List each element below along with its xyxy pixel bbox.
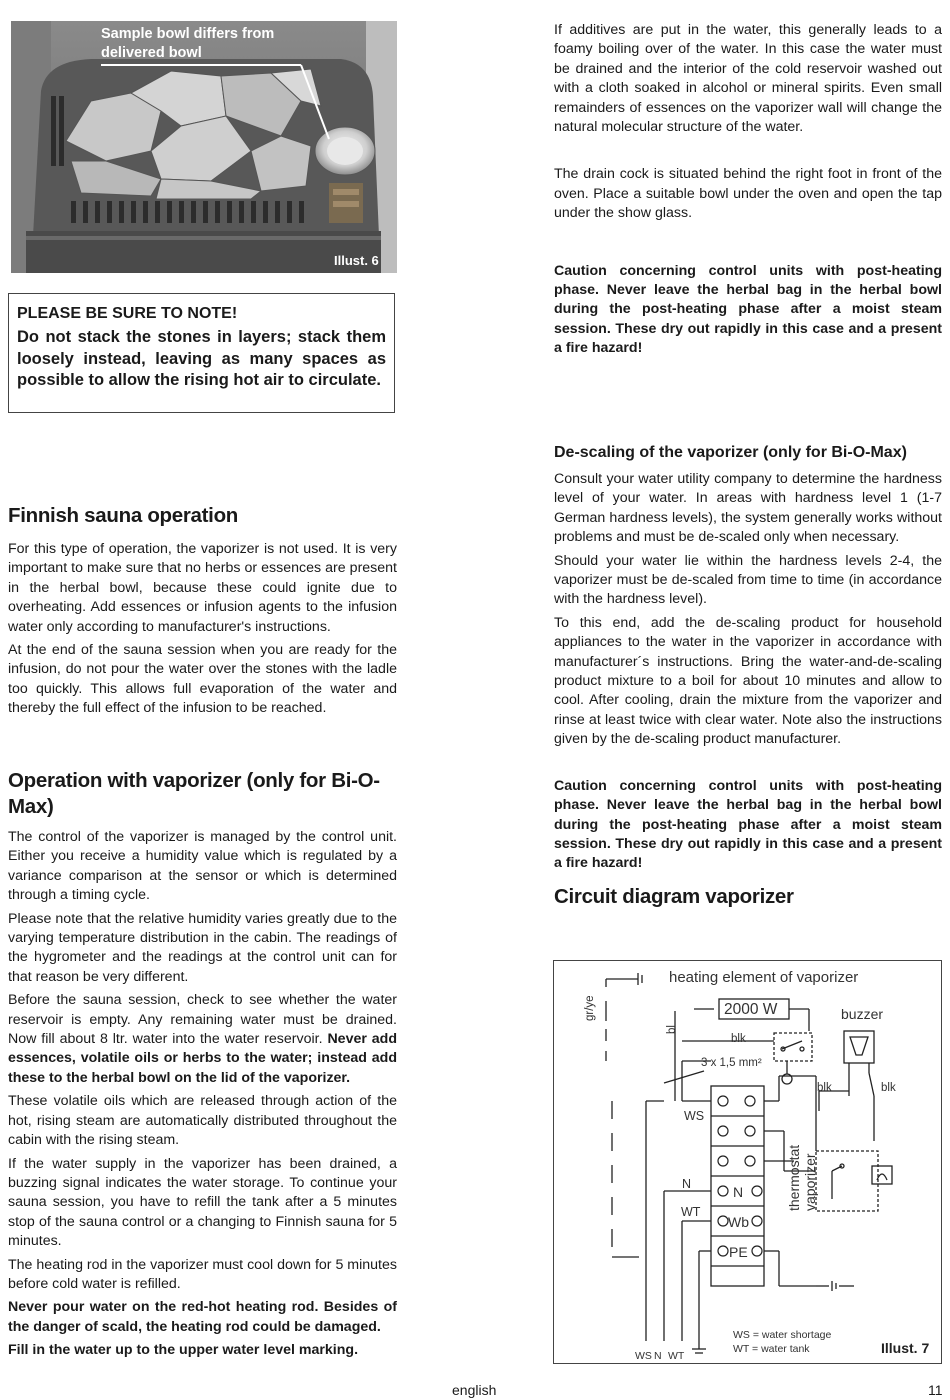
descaling-paragraph-2: Should your water lie within the hardness levels 2-4, the vaporizer must be de-scaled from time to time (in accordance with the hardness level).: [554, 552, 942, 608]
finnish-paragraph-1: For this type of operation, the vaporizer is not used. It is very important to make sure that no herbs or essences are present in the herbal bowl, because these could ignite due to overheating. Add essences or infusion agents to the infusion water only according to manufacturer's instructions.: [8, 541, 397, 635]
photo-caption-line1: Sample bowl differs from: [101, 26, 275, 42]
drain-paragraph: The drain cock is situated behind the right foot in front of the oven. Place a suitable bowl under the oven and open the tap under the show glass.: [554, 166, 942, 222]
sauna-heater-photo: [11, 21, 397, 273]
vaporizer-paragraph-2: Please note that the relative humidity varies greatly due to the varying temperature distribution in the cabin. The readings of the hygrometer and the readings at the control unit can for that reason be very different.: [8, 910, 397, 985]
circuit-terminal-n: N: [733, 1184, 744, 1200]
circuit-bl-label: bl: [666, 1025, 678, 1034]
circuit-bottom-n: N: [654, 1350, 662, 1362]
additives-paragraph: If additives are put in the water, this generally leads to a foamy boiling over of the water. In this case the water must be drained and the interior of the cold reservoir washed out with a cloth soaked in alcohol or mineral spirits. Even small remainders of essences on the vaporizer wall will change the natural molecular structure of the water.: [554, 22, 942, 136]
circuit-bottom-wt: WT: [668, 1350, 685, 1362]
note-text: Do not stack the stones in layers; stack them loosely instead, leaving as many spaces as possible to allow the rising hot air to circulate.: [17, 328, 386, 389]
caution-paragraph-2: Caution concerning control units with post-heating phase. Never leave the herbal bag in the herbal bowl during the post-heating phase after a moist steam session. These dry out rapidly in this case and a present a fire hazard!: [554, 777, 942, 872]
circuit-cable-label: 3 x 1,5 mm²: [701, 1057, 762, 1069]
circuit-n-label: N: [682, 1177, 692, 1191]
vaporizer-paragraph-3-normal: Before the sauna session, check to see whether the water reservoir is empty. Any remaining water must be drained. Now fill about 8 ltr. water into the water reservoir.: [8, 992, 397, 1048]
circuit-vaporizer-word: vaporizer: [802, 1153, 818, 1211]
circuit-gr-ye-label: gr/ye: [584, 995, 596, 1021]
note-title: PLEASE BE SURE TO NOTE!: [17, 305, 238, 322]
circuit-terminal-wb: Wb: [728, 1214, 749, 1230]
vaporizer-paragraph-5: If the water supply in the vaporizer has been drained, a buzzing signal indicates the water storage. To continue your sauna session, you have to refill the tank after a 5 minutes stop of the sauna control or a changing to Finnish sauna for 5 minutes.: [8, 1155, 397, 1250]
note-box: [8, 293, 395, 413]
circuit-terminal-pe: PE: [729, 1244, 748, 1260]
additives-section: [554, 21, 942, 359]
vaporizer-section: [8, 768, 397, 1361]
vaporizer-fill-instruction: Fill in the water up to the upper water level marking.: [8, 1342, 359, 1359]
descaling-paragraph-3: To this end, add the de-scaling product for household appliances to the water in the vaporizer in accordance with manufacturer´s instructions. Bring the water-and-de-scaling product mixture to a boil for about 10 minutes and allow to cool. After cooling, drain the mixture from the vaporizer and rinse at least twice with clear water. Note also the instructions given by the de-scaling product manufacturer.: [554, 614, 942, 748]
finnish-paragraph-2: At the end of the sauna session when you are ready for the infusion, do not pour the water over the stones with the ladle too quickly. This allows full evaporation of the water and thereby the full effect of the infusion to be reached.: [8, 642, 397, 717]
vaporizer-paragraph-3: [8, 991, 397, 1088]
vaporizer-warning: Never pour water on the red-hot heating rod. Besides of the danger of scald, the heating rod could be damaged.: [8, 1299, 397, 1335]
circuit-blk-label-2: blk: [817, 1082, 832, 1094]
circuit-power-label: 2000 W: [724, 1001, 778, 1018]
circuit-legend-wt: WT = water tank: [733, 1343, 810, 1355]
circuit-blk-label-1: blk: [731, 1033, 746, 1045]
descaling-section: [554, 443, 942, 910]
circuit-wt-label: WT: [681, 1205, 701, 1219]
vaporizer-paragraph-6: The heating rod in the vaporizer must cool down for 5 minutes before cold water is refilled.: [8, 1256, 397, 1292]
descaling-paragraph-1: Consult your water utility company to determine the hardness level of your water. In areas with hardness level 1 (1-7 German hardness levels), the system generally works without problems and must be de-scaled only when necessary.: [554, 471, 942, 546]
illus6-label: Illust. 6: [334, 253, 379, 268]
circuit-heating-element-label: heating element of vaporizer: [669, 969, 859, 986]
circuit-thermostat-word: thermostat: [786, 1144, 802, 1211]
circuit-bottom-ws: WS: [635, 1350, 652, 1362]
circuit-buzzer-label: buzzer: [841, 1006, 884, 1022]
descaling-heading: De-scaling of the vaporizer (only for Bi-O-Max): [554, 444, 907, 461]
photo-caption-line2: delivered bowl: [101, 45, 202, 61]
circuit-heading: Circuit diagram vaporizer: [554, 884, 794, 908]
vaporizer-heading: Operation with vaporizer (only for Bi-O-Max): [8, 769, 380, 818]
circuit-ws-label: WS: [684, 1109, 705, 1123]
circuit-thermostat-label: [786, 1101, 818, 1211]
illus7-label: Illust. 7: [881, 1340, 930, 1356]
vaporizer-paragraph-4: These volatile oils which are released through action of the hot, rising steam are automatically distributed throughout the cabin with the rising steam.: [8, 1093, 397, 1149]
circuit-blk-label-3: blk: [881, 1082, 896, 1094]
page-number: 11: [928, 1382, 943, 1398]
finnish-section: [8, 503, 397, 719]
vaporizer-paragraph-3-bold: Never add essences, volatile oils or herbs to the water; instead add these to the herbal bowl on the lid of the vaporizer.: [8, 1031, 397, 1086]
vaporizer-paragraph-1: The control of the vaporizer is managed by the control unit. Either you receive a humidity value which is regulated by a variance comparison at the sensor or which is determined through a timing cycle.: [8, 829, 397, 904]
circuit-legend-ws: WS = water shortage: [733, 1329, 832, 1341]
footer-language: english: [452, 1382, 497, 1398]
photo-caption: [101, 25, 274, 63]
finnish-heading: Finnish sauna operation: [8, 504, 239, 527]
circuit-diagram: [553, 960, 942, 1364]
caution-paragraph-1: Caution concerning control units with post-heating phase. Never leave the herbal bag in the herbal bowl during the post-heating phase after a moist steam session. These dry out rapidly in this case and a present a fire hazard!: [554, 262, 942, 357]
